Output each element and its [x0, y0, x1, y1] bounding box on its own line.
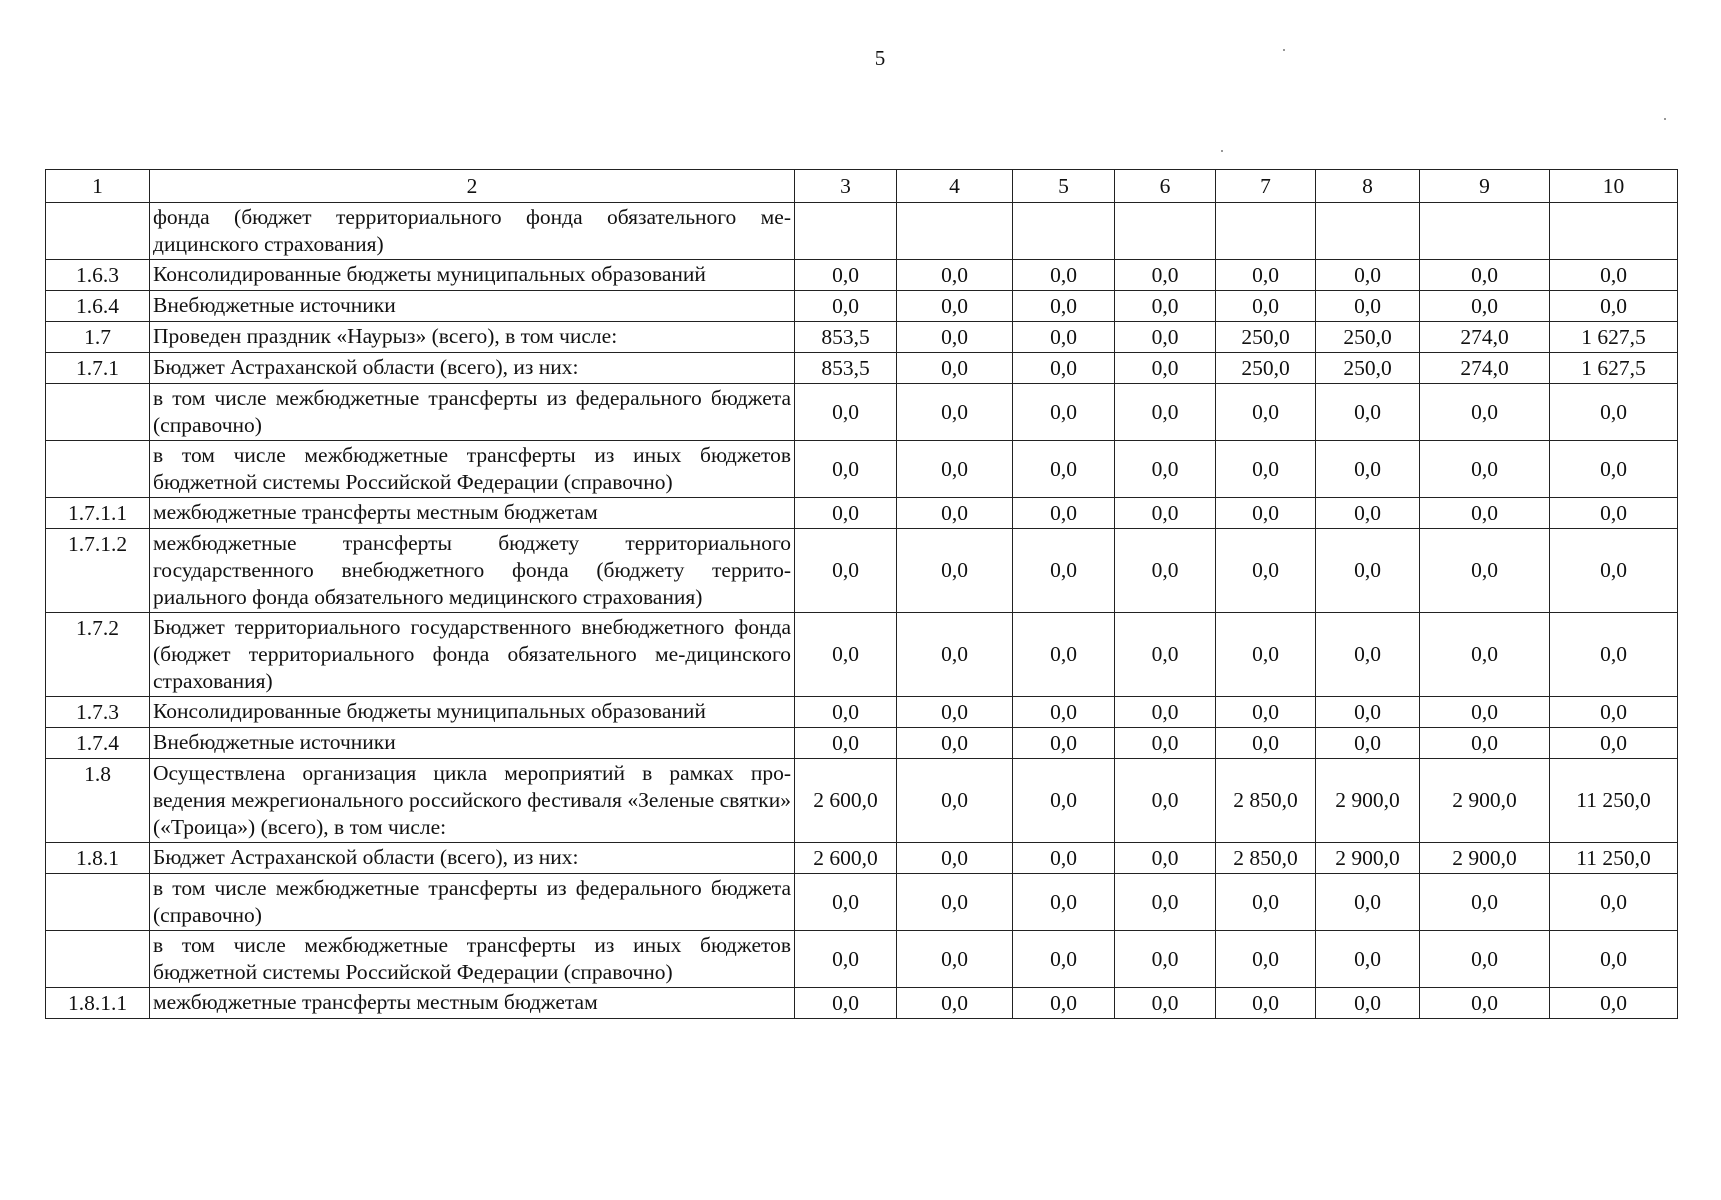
value-cell-col3: 0,0	[795, 384, 897, 441]
value-cell-col6: 0,0	[1115, 874, 1216, 931]
value-cell-col7	[1216, 203, 1316, 260]
value-cell-col5: 0,0	[1013, 322, 1115, 353]
row-code: 1.7.4	[46, 728, 150, 759]
value-cell-col4: 0,0	[897, 697, 1013, 728]
value-cell-col5: 0,0	[1013, 843, 1115, 874]
value-cell-col6: 0,0	[1115, 529, 1216, 613]
value-cell-col10: 0,0	[1550, 728, 1678, 759]
value-cell-col7: 0,0	[1216, 931, 1316, 988]
row-code: 1.7.2	[46, 613, 150, 697]
row-description: в том числе межбюджетные трансферты из федерального бюджета (справочно)	[150, 874, 795, 931]
scan-speck	[1221, 150, 1223, 152]
value-cell-col5: 0,0	[1013, 728, 1115, 759]
row-description: в том числе межбюджетные трансферты из иных бюджетов бюджетной системы Российской Федерации (справочно)	[150, 441, 795, 498]
value-cell-col9: 0,0	[1420, 260, 1550, 291]
header-cell: 4	[897, 170, 1013, 203]
value-cell-col3: 0,0	[795, 697, 897, 728]
value-cell-col3: 0,0	[795, 498, 897, 529]
table-header-row	[46, 170, 1678, 203]
value-cell-col4: 0,0	[897, 613, 1013, 697]
value-cell-col8: 0,0	[1316, 384, 1420, 441]
row-description: Бюджет территориального государственного внебюджетного фонда (бюджет территориального фонда обязательного ме-дицинского страхования)	[150, 613, 795, 697]
value-cell-col3	[795, 203, 897, 260]
value-cell-col4: 0,0	[897, 988, 1013, 1019]
value-cell-col6: 0,0	[1115, 291, 1216, 322]
row-description: Бюджет Астраханской области (всего), из них:	[150, 353, 795, 384]
value-cell-col9: 274,0	[1420, 353, 1550, 384]
value-cell-col9: 0,0	[1420, 697, 1550, 728]
row-code	[46, 441, 150, 498]
value-cell-col4: 0,0	[897, 260, 1013, 291]
value-cell-col5: 0,0	[1013, 353, 1115, 384]
table-row	[46, 384, 1678, 441]
value-cell-col4: 0,0	[897, 728, 1013, 759]
header-cell: 2	[150, 170, 795, 203]
value-cell-col6: 0,0	[1115, 441, 1216, 498]
header-cell: 10	[1550, 170, 1678, 203]
value-cell-col7: 0,0	[1216, 260, 1316, 291]
value-cell-col10: 0,0	[1550, 260, 1678, 291]
value-cell-col5: 0,0	[1013, 759, 1115, 843]
value-cell-col8: 250,0	[1316, 353, 1420, 384]
value-cell-col10: 0,0	[1550, 384, 1678, 441]
header-cell: 5	[1013, 170, 1115, 203]
value-cell-col10: 0,0	[1550, 498, 1678, 529]
value-cell-col3: 0,0	[795, 260, 897, 291]
table-row	[46, 613, 1678, 697]
value-cell-col8: 0,0	[1316, 931, 1420, 988]
table-row	[46, 441, 1678, 498]
value-cell-col4: 0,0	[897, 529, 1013, 613]
value-cell-col7: 0,0	[1216, 384, 1316, 441]
table-row	[46, 988, 1678, 1019]
value-cell-col7: 2 850,0	[1216, 759, 1316, 843]
value-cell-col6: 0,0	[1115, 697, 1216, 728]
value-cell-col8: 0,0	[1316, 728, 1420, 759]
value-cell-col7: 0,0	[1216, 441, 1316, 498]
row-description: Внебюджетные источники	[150, 728, 795, 759]
table-row	[46, 843, 1678, 874]
row-description: в том числе межбюджетные трансферты из федерального бюджета (справочно)	[150, 384, 795, 441]
table-row	[46, 353, 1678, 384]
table-row	[46, 697, 1678, 728]
value-cell-col10: 0,0	[1550, 931, 1678, 988]
value-cell-col8: 0,0	[1316, 529, 1420, 613]
value-cell-col6: 0,0	[1115, 260, 1216, 291]
table-row	[46, 529, 1678, 613]
value-cell-col9	[1420, 203, 1550, 260]
value-cell-col5: 0,0	[1013, 291, 1115, 322]
table-row	[46, 498, 1678, 529]
row-description: Внебюджетные источники	[150, 291, 795, 322]
value-cell-col10: 0,0	[1550, 441, 1678, 498]
row-code: 1.7	[46, 322, 150, 353]
value-cell-col4: 0,0	[897, 498, 1013, 529]
row-code: 1.7.1	[46, 353, 150, 384]
row-code	[46, 384, 150, 441]
value-cell-col4: 0,0	[897, 931, 1013, 988]
value-cell-col10: 1 627,5	[1550, 322, 1678, 353]
table-row	[46, 203, 1678, 260]
value-cell-col6: 0,0	[1115, 988, 1216, 1019]
row-code: 1.7.1.1	[46, 498, 150, 529]
value-cell-col6: 0,0	[1115, 384, 1216, 441]
row-code	[46, 874, 150, 931]
header-cell: 6	[1115, 170, 1216, 203]
value-cell-col3: 0,0	[795, 988, 897, 1019]
value-cell-col4: 0,0	[897, 843, 1013, 874]
value-cell-col3: 0,0	[795, 931, 897, 988]
value-cell-col7: 0,0	[1216, 613, 1316, 697]
row-description: в том числе межбюджетные трансферты из иных бюджетов бюджетной системы Российской Федерации (справочно)	[150, 931, 795, 988]
row-description: Бюджет Астраханской области (всего), из них:	[150, 843, 795, 874]
value-cell-col7: 250,0	[1216, 322, 1316, 353]
value-cell-col9: 274,0	[1420, 322, 1550, 353]
value-cell-col5: 0,0	[1013, 498, 1115, 529]
value-cell-col6: 0,0	[1115, 322, 1216, 353]
scan-speck	[1664, 118, 1666, 120]
value-cell-col6: 0,0	[1115, 931, 1216, 988]
table-row	[46, 874, 1678, 931]
value-cell-col7: 250,0	[1216, 353, 1316, 384]
value-cell-col7: 0,0	[1216, 728, 1316, 759]
value-cell-col4: 0,0	[897, 759, 1013, 843]
value-cell-col5: 0,0	[1013, 441, 1115, 498]
header-cell: 3	[795, 170, 897, 203]
scan-speck	[1283, 49, 1285, 51]
value-cell-col6: 0,0	[1115, 353, 1216, 384]
value-cell-col4: 0,0	[897, 322, 1013, 353]
value-cell-col10: 0,0	[1550, 988, 1678, 1019]
value-cell-col8: 0,0	[1316, 988, 1420, 1019]
value-cell-col7: 2 850,0	[1216, 843, 1316, 874]
header-cell: 1	[46, 170, 150, 203]
row-description: Консолидированные бюджеты муниципальных образований	[150, 260, 795, 291]
value-cell-col4: 0,0	[897, 874, 1013, 931]
header-cell: 8	[1316, 170, 1420, 203]
value-cell-col6: 0,0	[1115, 613, 1216, 697]
value-cell-col6: 0,0	[1115, 843, 1216, 874]
value-cell-col5: 0,0	[1013, 613, 1115, 697]
header-cell: 9	[1420, 170, 1550, 203]
value-cell-col9: 0,0	[1420, 931, 1550, 988]
value-cell-col7: 0,0	[1216, 697, 1316, 728]
value-cell-col4: 0,0	[897, 384, 1013, 441]
table-row	[46, 931, 1678, 988]
budget-table	[45, 169, 1678, 1019]
value-cell-col10: 1 627,5	[1550, 353, 1678, 384]
value-cell-col9: 0,0	[1420, 874, 1550, 931]
row-code: 1.8.1	[46, 843, 150, 874]
value-cell-col3: 2 600,0	[795, 759, 897, 843]
page-number: 5	[874, 46, 886, 70]
table-body	[46, 170, 1678, 1019]
row-code	[46, 931, 150, 988]
value-cell-col10: 0,0	[1550, 613, 1678, 697]
row-description: фонда (бюджет территориального фонда обязательного ме-дицинского страхования)	[150, 203, 795, 260]
value-cell-col9: 0,0	[1420, 613, 1550, 697]
value-cell-col5: 0,0	[1013, 988, 1115, 1019]
value-cell-col9: 0,0	[1420, 988, 1550, 1019]
value-cell-col6: 0,0	[1115, 728, 1216, 759]
table-row	[46, 728, 1678, 759]
value-cell-col5: 0,0	[1013, 697, 1115, 728]
value-cell-col9: 0,0	[1420, 384, 1550, 441]
value-cell-col4: 0,0	[897, 291, 1013, 322]
value-cell-col7: 0,0	[1216, 988, 1316, 1019]
value-cell-col5	[1013, 203, 1115, 260]
value-cell-col9: 0,0	[1420, 728, 1550, 759]
value-cell-col8: 0,0	[1316, 260, 1420, 291]
value-cell-col9: 0,0	[1420, 529, 1550, 613]
value-cell-col8: 0,0	[1316, 613, 1420, 697]
value-cell-col7: 0,0	[1216, 874, 1316, 931]
value-cell-col9: 0,0	[1420, 441, 1550, 498]
header-cell: 7	[1216, 170, 1316, 203]
value-cell-col10: 11 250,0	[1550, 843, 1678, 874]
value-cell-col8: 250,0	[1316, 322, 1420, 353]
row-description: межбюджетные трансферты бюджету территориального государственного внебюджетного фонда (бюджету террито-риального фонда обязательного медицинского страхования)	[150, 529, 795, 613]
value-cell-col3: 853,5	[795, 322, 897, 353]
value-cell-col3: 2 600,0	[795, 843, 897, 874]
value-cell-col3: 0,0	[795, 728, 897, 759]
value-cell-col5: 0,0	[1013, 874, 1115, 931]
value-cell-col4: 0,0	[897, 353, 1013, 384]
value-cell-col8: 0,0	[1316, 498, 1420, 529]
value-cell-col10: 0,0	[1550, 529, 1678, 613]
value-cell-col8: 0,0	[1316, 291, 1420, 322]
value-cell-col5: 0,0	[1013, 529, 1115, 613]
table-row	[46, 759, 1678, 843]
value-cell-col8: 2 900,0	[1316, 843, 1420, 874]
row-description: межбюджетные трансферты местным бюджетам	[150, 498, 795, 529]
value-cell-col3: 853,5	[795, 353, 897, 384]
value-cell-col10: 0,0	[1550, 291, 1678, 322]
row-description: межбюджетные трансферты местным бюджетам	[150, 988, 795, 1019]
value-cell-col10: 11 250,0	[1550, 759, 1678, 843]
row-code: 1.7.3	[46, 697, 150, 728]
value-cell-col10	[1550, 203, 1678, 260]
row-code: 1.8.1.1	[46, 988, 150, 1019]
value-cell-col6: 0,0	[1115, 498, 1216, 529]
value-cell-col9: 2 900,0	[1420, 759, 1550, 843]
value-cell-col4	[897, 203, 1013, 260]
table-row	[46, 291, 1678, 322]
value-cell-col8: 0,0	[1316, 697, 1420, 728]
value-cell-col9: 0,0	[1420, 291, 1550, 322]
value-cell-col3: 0,0	[795, 441, 897, 498]
row-code: 1.8	[46, 759, 150, 843]
value-cell-col9: 2 900,0	[1420, 843, 1550, 874]
value-cell-col3: 0,0	[795, 874, 897, 931]
value-cell-col5: 0,0	[1013, 384, 1115, 441]
row-code: 1.6.4	[46, 291, 150, 322]
value-cell-col6	[1115, 203, 1216, 260]
row-description: Осуществлена организация цикла мероприятий в рамках про-ведения межрегионального российского фестиваля «Зеленые святки» («Троица») (всего), в том числе:	[150, 759, 795, 843]
value-cell-col3: 0,0	[795, 291, 897, 322]
value-cell-col3: 0,0	[795, 529, 897, 613]
value-cell-col4: 0,0	[897, 441, 1013, 498]
value-cell-col5: 0,0	[1013, 931, 1115, 988]
value-cell-col10: 0,0	[1550, 697, 1678, 728]
value-cell-col8: 0,0	[1316, 441, 1420, 498]
value-cell-col7: 0,0	[1216, 498, 1316, 529]
value-cell-col9: 0,0	[1420, 498, 1550, 529]
value-cell-col6: 0,0	[1115, 759, 1216, 843]
value-cell-col8: 0,0	[1316, 874, 1420, 931]
row-code	[46, 203, 150, 260]
value-cell-col3: 0,0	[795, 613, 897, 697]
value-cell-col8: 2 900,0	[1316, 759, 1420, 843]
value-cell-col5: 0,0	[1013, 260, 1115, 291]
row-description: Консолидированные бюджеты муниципальных образований	[150, 697, 795, 728]
table-row	[46, 260, 1678, 291]
row-code: 1.6.3	[46, 260, 150, 291]
value-cell-col7: 0,0	[1216, 529, 1316, 613]
value-cell-col7: 0,0	[1216, 291, 1316, 322]
value-cell-col10: 0,0	[1550, 874, 1678, 931]
row-code: 1.7.1.2	[46, 529, 150, 613]
table-row	[46, 322, 1678, 353]
value-cell-col8	[1316, 203, 1420, 260]
row-description: Проведен праздник «Наурыз» (всего), в том числе:	[150, 322, 795, 353]
